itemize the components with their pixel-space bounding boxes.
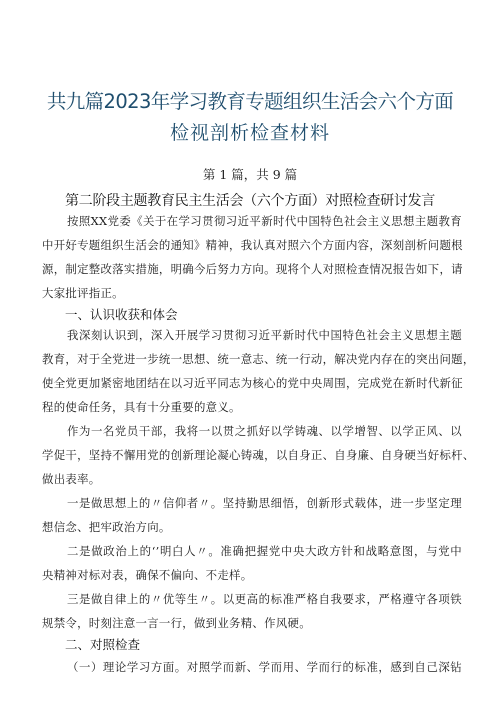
section-title: 第二阶段主题教育民主生活会（六个方面）对照检查研讨发言 (65, 193, 435, 209)
paragraph-line: 三是做自律上的〃优等生〃。以更高的标准严格自我要求，严格遵守各项铁 (67, 592, 462, 606)
heading-review: 二、对照检查 (65, 637, 141, 652)
paragraph-line: （一）理论学习方面。对照学而新、学而用、学而行的标准，感到自己深钻 (67, 660, 462, 674)
paragraph-line: 按照XX党委《关于在学习贯彻习近平新时代中国特色社会主义思想主题教育 (67, 214, 462, 228)
paragraph-line: 大家批评指正。 (42, 286, 124, 300)
paragraph-line: 使全党更加紧密地团结在以习近平同志为核心的党中央周围，完成党在新时代新征 (42, 376, 463, 390)
paragraph-line: 教育，对于全党进一步统一思想、统一意志、统一行动，解决党内存在的突出问题， (42, 352, 475, 366)
paragraph-line: 二是做政治上的‘’明白人〃。准确把握党中央大政方针和战略意图，与党中 (67, 544, 462, 558)
heading-insights: 一、认识收获和体会 (65, 307, 178, 322)
paragraph-line: 程的使命任务，具有十分重要的意义。 (42, 400, 241, 414)
document-title-line-2: 检视剖析检查材料 (169, 122, 330, 144)
paragraph-line: 想信念、把牢政治方向。 (42, 520, 171, 534)
paragraph-line: 作为一名党员干部，我将一以贯之抓好以学铸魂、以学增智、以学正风、以 (67, 424, 462, 438)
paragraph-line: 中开好专题组织生活会的通知》精神，我认真对照六个方面内容，深刻剖析问题根 (42, 238, 463, 252)
paragraph-line: 规禁令，时刻注意一言一行，做到业务精、作风硬。 (42, 616, 311, 630)
paragraph-line: 源，制定整改落实措施，明确今后努力方向。现将个人对照检查情况报告如下，请 (42, 262, 463, 276)
document-title-line-1: 共九篇2023年学习教育专题组织生活会六个方面 (46, 90, 454, 113)
paragraph-line: 做出表率。 (42, 472, 101, 486)
page-indicator: 第 1 篇，共 9 篇 (202, 167, 298, 182)
paragraph-line: 央精神对标对表，确保不偏向、不走样。 (42, 568, 253, 582)
paragraph-line: 我深刻认识到，深入开展学习贯彻习近平新时代中国特色社会主义思想主题 (67, 328, 462, 342)
paragraph-line: 一是做思想上的〃信仰者〃。坚持勤思细悟，创新形式载体，进一步坚定理 (67, 496, 462, 510)
paragraph-line: 学促干，坚持不懈用党的创新理论凝心铸魂，以自身正、自身廉、自身硬当好标杆、 (42, 448, 475, 462)
